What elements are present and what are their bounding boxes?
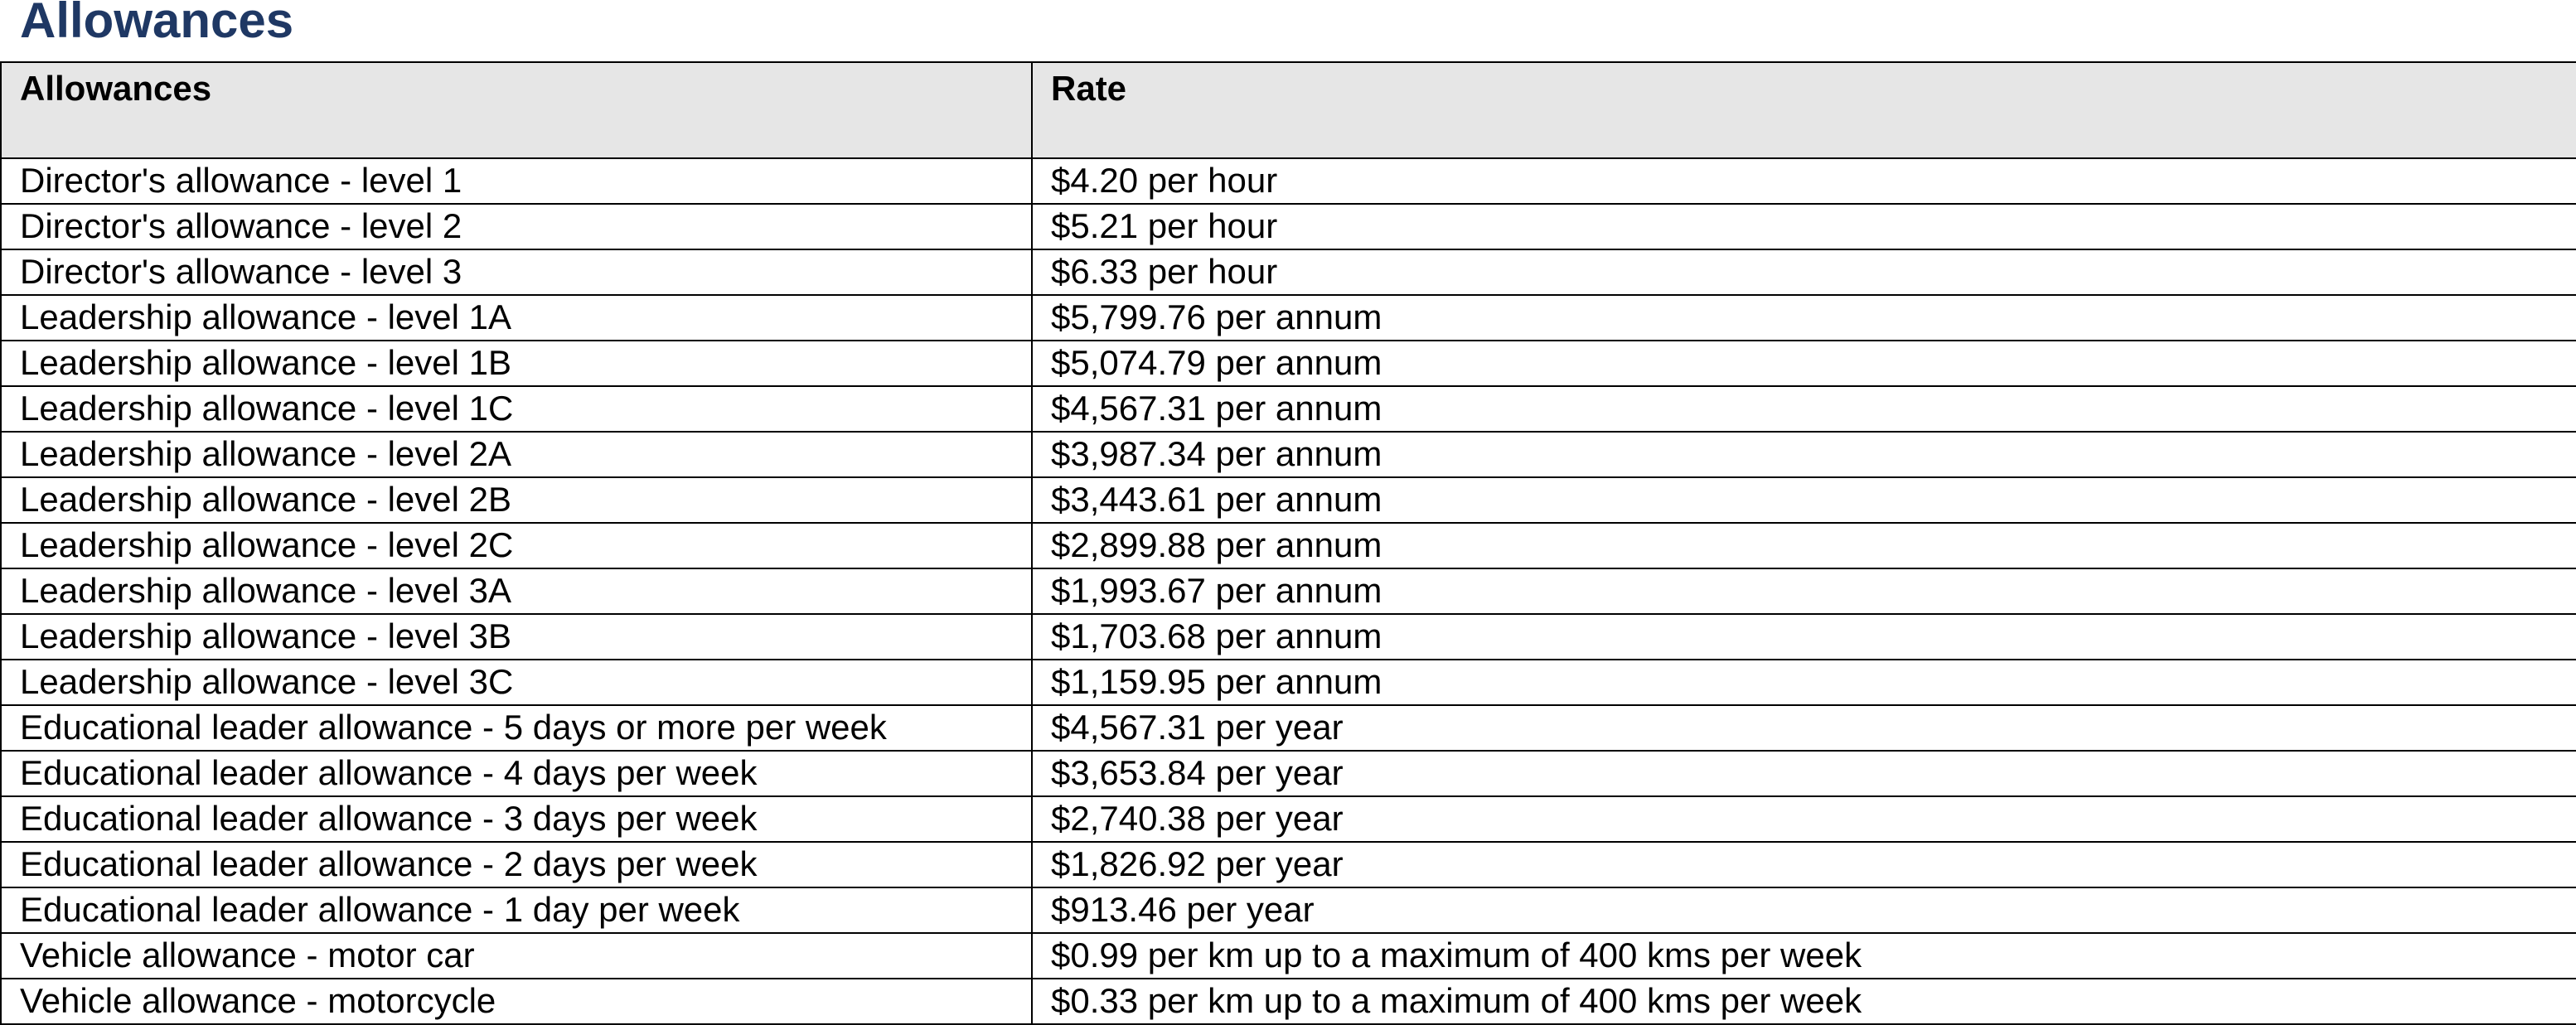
allowance-rate-cell: $0.99 per km up to a maximum of 400 kms per week [1032, 933, 2576, 979]
allowance-rate-cell: $1,993.67 per annum [1032, 568, 2576, 614]
table-row [1, 568, 2576, 614]
allowance-name-cell: Educational leader allowance - 2 days per week [1, 842, 1032, 887]
table-body [1, 158, 2576, 1024]
allowance-name-cell: Educational leader allowance - 3 days per week [1, 796, 1032, 842]
allowance-name-cell: Vehicle allowance - motorcycle [1, 979, 1032, 1024]
allowance-rate-cell: $4.20 per hour [1032, 158, 2576, 204]
table-row [1, 887, 2576, 933]
allowance-rate-cell: $1,159.95 per annum [1032, 660, 2576, 705]
table-row [1, 204, 2576, 249]
allowance-name-cell: Leadership allowance - level 1A [1, 295, 1032, 341]
allowance-rate-cell: $6.33 per hour [1032, 249, 2576, 295]
allowance-name-cell: Leadership allowance - level 1C [1, 386, 1032, 432]
table-row [1, 432, 2576, 477]
table-row [1, 660, 2576, 705]
allowance-rate-cell: $913.46 per year [1032, 887, 2576, 933]
table-row [1, 477, 2576, 523]
table-row [1, 979, 2576, 1024]
table-row [1, 933, 2576, 979]
allowance-rate-cell: $4,567.31 per year [1032, 705, 2576, 751]
table-row [1, 614, 2576, 660]
allowance-rate-cell: $2,740.38 per year [1032, 796, 2576, 842]
allowance-name-cell: Leadership allowance - level 1B [1, 341, 1032, 386]
table-row [1, 842, 2576, 887]
allowance-rate-cell: $1,703.68 per annum [1032, 614, 2576, 660]
allowance-name-cell: Leadership allowance - level 2A [1, 432, 1032, 477]
allowance-name-cell: Leadership allowance - level 3B [1, 614, 1032, 660]
allowance-rate-cell: $1,826.92 per year [1032, 842, 2576, 887]
table-row [1, 751, 2576, 796]
table-row [1, 295, 2576, 341]
allowance-rate-cell: $5,074.79 per annum [1032, 341, 2576, 386]
allowance-name-cell: Educational leader allowance - 1 day per week [1, 887, 1032, 933]
column-header-rate: Rate [1032, 62, 2576, 158]
allowances-table [0, 61, 2576, 1025]
allowance-name-cell: Leadership allowance - level 2C [1, 523, 1032, 568]
page-title: Allowances [20, 0, 294, 48]
allowance-rate-cell: $5.21 per hour [1032, 204, 2576, 249]
allowance-rate-cell: $4,567.31 per annum [1032, 386, 2576, 432]
table-row [1, 796, 2576, 842]
allowance-rate-cell: $5,799.76 per annum [1032, 295, 2576, 341]
allowance-name-cell: Vehicle allowance - motor car [1, 933, 1032, 979]
table-row [1, 341, 2576, 386]
table-header [1, 62, 2576, 158]
table-row [1, 249, 2576, 295]
table-row [1, 523, 2576, 568]
allowance-rate-cell: $3,987.34 per annum [1032, 432, 2576, 477]
allowance-name-cell: Educational leader allowance - 5 days or more per week [1, 705, 1032, 751]
allowance-name-cell: Leadership allowance - level 3C [1, 660, 1032, 705]
allowance-rate-cell: $3,443.61 per annum [1032, 477, 2576, 523]
table-row [1, 705, 2576, 751]
table-header-row [1, 62, 2576, 158]
table-row [1, 386, 2576, 432]
allowance-rate-cell: $3,653.84 per year [1032, 751, 2576, 796]
allowance-name-cell: Director's allowance - level 3 [1, 249, 1032, 295]
allowance-name-cell: Leadership allowance - level 2B [1, 477, 1032, 523]
allowance-name-cell: Director's allowance - level 1 [1, 158, 1032, 204]
allowance-rate-cell: $2,899.88 per annum [1032, 523, 2576, 568]
allowance-name-cell: Leadership allowance - level 3A [1, 568, 1032, 614]
allowance-rate-cell: $0.33 per km up to a maximum of 400 kms per week [1032, 979, 2576, 1024]
allowance-name-cell: Director's allowance - level 2 [1, 204, 1032, 249]
table-row [1, 158, 2576, 204]
column-header-allowances: Allowances [1, 62, 1032, 158]
allowance-name-cell: Educational leader allowance - 4 days per week [1, 751, 1032, 796]
